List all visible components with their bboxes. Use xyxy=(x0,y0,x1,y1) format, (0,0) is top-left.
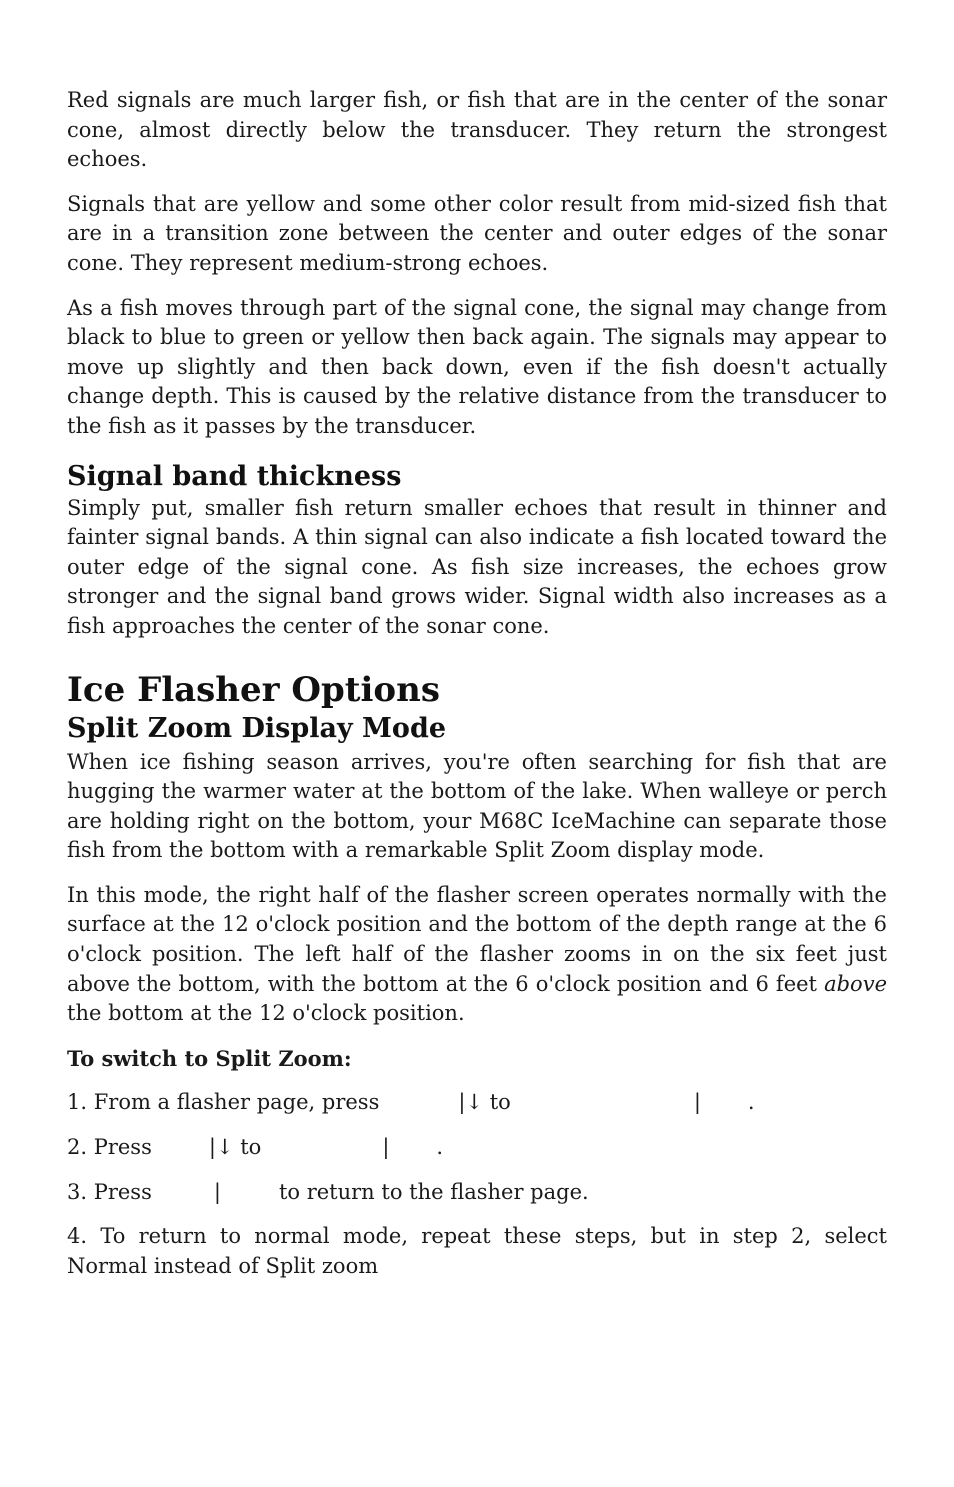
mode-text-part1: In this mode, the right half of the flasher screen operates normally with the surface at the 12 o'clock position and the bottom of the depth range at the 6 o'clock position. The left half of the flasher zooms in on the six feet just above the bottom, with the bottom at the 6 o'clock position and 6 feet xyxy=(67,882,887,996)
instructions-lead: To switch to Split Zoom: xyxy=(67,1045,352,1071)
step1-text-a: 1. From a flasher page, press xyxy=(67,1090,380,1115)
paragraph-fish-movement: As a fish moves through part of the signal cone, the signal may change from black to blue to green or yellow then back again. The signals may appear to move up slightly and then back down, even if the fish doesn't actually change depth. This is caused by the relative distance from the transducer to the fish as it passes by the transducer. xyxy=(67,295,887,438)
paragraph-red-signals: Red signals are much larger fish, or fish that are in the center of the sonar cone, almost directly below the transducer. They return the strongest echoes. xyxy=(67,88,887,172)
manual-page xyxy=(67,86,887,1281)
step-3 xyxy=(67,1178,887,1208)
paragraph-split-zoom-mode xyxy=(67,881,887,1029)
step2-text-d: . xyxy=(436,1135,444,1160)
paragraph-signal-band: Simply put, smaller fish return smaller echoes that result in thinner and fainter signal bands. A thin signal can also indicate a fish located toward the outer edge of the signal cone. As fish size increases, the echoes grow stronger and the signal band grows wider. Signal width also increases as a fish approaches the center of the sonar cone. xyxy=(67,495,887,638)
step-1 xyxy=(67,1088,887,1118)
emphasis-above: above xyxy=(824,971,887,996)
step3-text-a: 3. Press xyxy=(67,1179,152,1204)
heading-signal-band-thickness: Signal band thickness xyxy=(67,460,402,492)
step2-text-a: 2. Press xyxy=(67,1135,152,1160)
step2-text-b: |↓ to xyxy=(208,1135,262,1160)
heading-split-zoom-display-mode: Split Zoom Display Mode xyxy=(67,712,447,744)
paragraph-split-zoom-intro: When ice fishing season arrives, you're often searching for fish that are hugging the warmer water at the bottom of the lake. When walleye or perch are holding right on the bottom, your M68C IceMachine can separate those fish from the bottom with a remarkable Split Zoom display mode. xyxy=(67,749,887,863)
step-4: 4. To return to normal mode, repeat these steps, but in step 2, select Normal instead of Split zoom xyxy=(67,1224,887,1278)
step1-text-d: . xyxy=(747,1090,755,1115)
step3-text-c: to return to the flasher page. xyxy=(278,1179,589,1204)
mode-text-part2: the bottom at the 12 o'clock position. xyxy=(67,1001,465,1026)
step2-text-c: | xyxy=(382,1135,390,1160)
step1-text-c: | xyxy=(693,1090,701,1115)
step1-text-b: |↓ to xyxy=(458,1090,511,1115)
step-2 xyxy=(67,1133,887,1163)
heading-ice-flasher-options: Ice Flasher Options xyxy=(67,669,440,710)
step3-text-b: | xyxy=(213,1179,221,1204)
paragraph-yellow-signals: Signals that are yellow and some other color result from mid-sized fish that are in a transition zone between the center and outer edges of the sonar cone. They represent medium-strong echoes. xyxy=(67,191,887,275)
